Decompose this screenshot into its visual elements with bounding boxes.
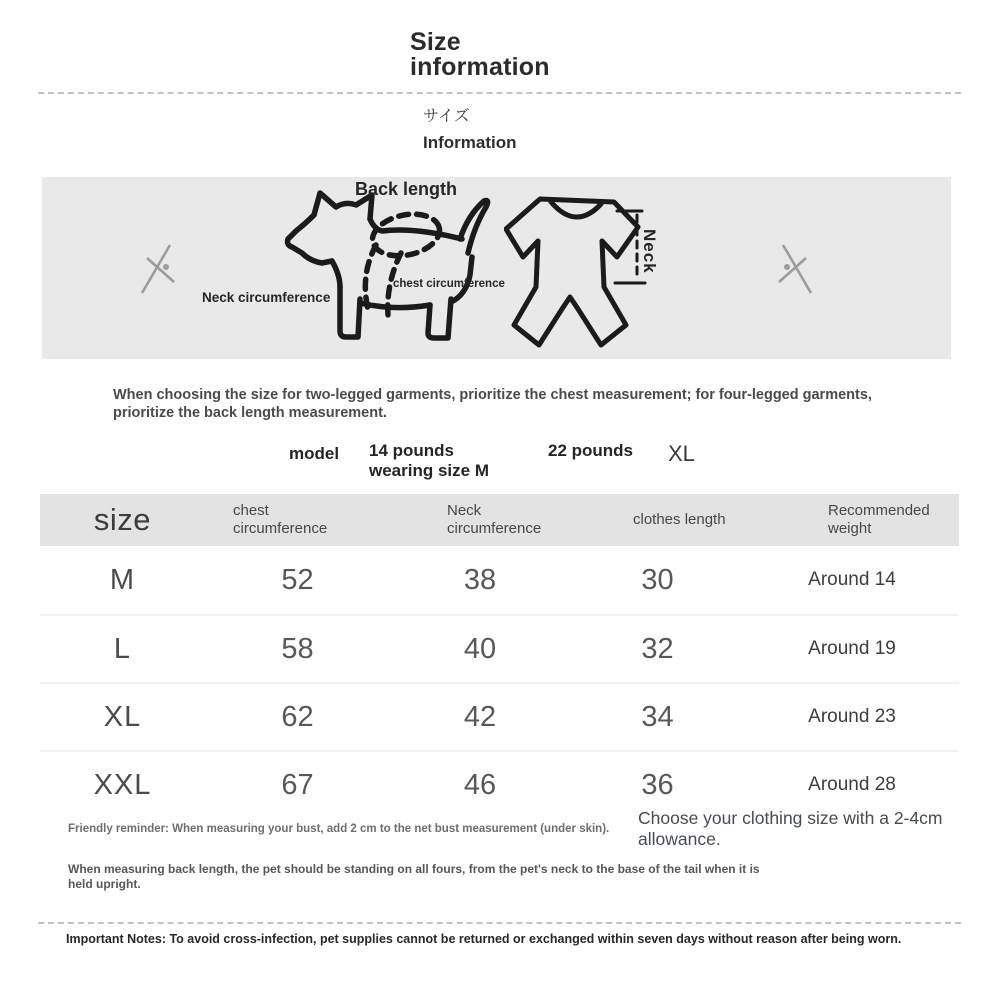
neck-label: Neck — [640, 229, 659, 274]
header-weight-text: Recommended weight — [828, 502, 930, 537]
cell-weight: Around 19 — [808, 638, 896, 659]
friendly-reminder-note: Friendly reminder: When measuring your bust, add 2 cm to the net bust measurement (under skin). — [68, 823, 610, 835]
bottom-notes — [40, 808, 959, 910]
header-neck-circumference — [390, 502, 570, 538]
page-title — [410, 30, 999, 80]
back-length-label: Back length — [355, 179, 458, 199]
cell-neck: 42 — [463, 700, 497, 733]
chest-circumference-label: chest circumference — [393, 278, 505, 290]
sizing-guideline-text: When choosing the size for two-legged garments, prioritize the chest measurement; for four-legged garments, prioritize the back length measurement. — [113, 387, 872, 421]
header-chest-text: chest circumference — [233, 502, 328, 537]
cell-chest: 62 — [281, 700, 314, 733]
cell-chest: 58 — [281, 632, 314, 665]
allowance-note: Choose your clothing size with a 2-4cm allowance. — [638, 808, 943, 849]
back-length-note: When measuring back length, the pet should be standing on all fours, from the pet's neck to the base of the tail when it is held upright. — [68, 862, 760, 891]
header-clothes-length — [570, 511, 745, 529]
model-one-weight: 14 pounds — [369, 441, 455, 460]
header-recommended-weight — [745, 502, 959, 538]
cell-length: 34 — [641, 700, 674, 733]
important-notes-text: Important Notes: To avoid cross-infection, pet supplies cannot be returned or exchanged within seven days without reason after being worn. — [66, 932, 902, 946]
header-neck-text: Neck circumference — [447, 502, 542, 537]
cell-neck: 38 — [463, 563, 497, 596]
model-one-info — [369, 441, 489, 481]
measurement-diagram-banner — [42, 177, 951, 359]
cell-weight: Around 23 — [808, 706, 896, 727]
cell-chest: 67 — [281, 768, 314, 801]
cell-size: XL — [103, 700, 142, 733]
table-row — [40, 682, 959, 750]
cell-size: L — [113, 632, 132, 665]
cell-length: 36 — [641, 768, 674, 801]
dog-measurement-illustration — [284, 187, 539, 359]
cell-length: 32 — [641, 632, 674, 665]
bottom-dashed-divider — [38, 922, 961, 924]
decorative-cross-icon — [775, 241, 813, 297]
subtitle-japanese: サイズ — [423, 108, 470, 125]
model-label: model — [289, 444, 340, 463]
size-table-header — [40, 494, 959, 546]
model-reference-row — [0, 439, 999, 483]
cell-length: 30 — [641, 563, 674, 596]
table-row — [40, 614, 959, 682]
cell-chest: 52 — [281, 563, 314, 596]
page-title-line1: Size — [410, 28, 461, 56]
cell-neck: 40 — [463, 632, 497, 665]
model-two-size: XL — [668, 441, 695, 466]
header-size: size — [93, 502, 152, 537]
cell-size: M — [109, 563, 136, 596]
decorative-cross-icon — [140, 241, 178, 297]
header-chest-circumference — [205, 502, 390, 538]
subtitle-english: Information — [423, 133, 517, 152]
pet-garment-illustration — [504, 187, 654, 355]
top-dashed-divider — [38, 92, 961, 94]
model-one-size: wearing size M — [369, 461, 489, 480]
page-title-line2: information — [410, 53, 550, 81]
model-two-weight: 22 pounds — [548, 441, 634, 460]
cell-weight: Around 28 — [808, 774, 896, 795]
subtitle-block — [423, 107, 999, 153]
cell-weight: Around 14 — [808, 569, 896, 590]
cell-neck: 46 — [463, 768, 497, 801]
table-row — [40, 546, 959, 614]
size-table — [40, 494, 959, 818]
neck-circumference-label: Neck circumference — [202, 290, 331, 305]
cell-size: XXL — [93, 768, 152, 801]
header-length-text: clothes length — [633, 511, 726, 528]
